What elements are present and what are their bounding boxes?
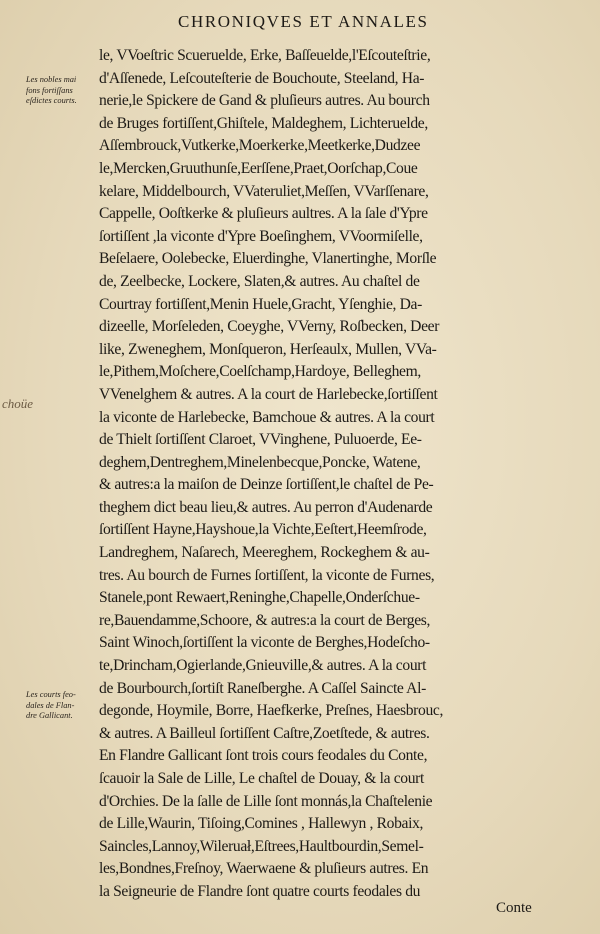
- body-text: [99, 45, 559, 904]
- text-line: d'Orchies. De la ſalle de Lille ſont monnás,la Chaſtelenie: [99, 792, 433, 810]
- catchword: Conte: [496, 900, 532, 916]
- text-line: la viconte de Harlebecke, Bamchoue & autres. A la court: [99, 408, 435, 426]
- text-line: Saint Winoch,ſortiſſent la viconte de Berghes,Hodeſcho-: [99, 634, 430, 652]
- running-head: CHRONIQVES ET ANNALES: [178, 12, 429, 31]
- text-line: de Bruges fortiſſent,Ghiſtele, Maldeghem, Lichteruelde,: [99, 114, 428, 132]
- text-line: like, Zweneghem, Monſqueron, Herſeaulx, Mullen, VVa-: [99, 340, 437, 358]
- text-line: Saincles,Lannoy,Wileruał,Eſtrees,Haultbourdin,Semel-: [99, 837, 424, 855]
- margin-note-line: dre Gallicant.: [26, 711, 73, 720]
- text-line: de Bourbourch,ſortiſt Raneſberghe. A Caſſel Saincte Al-: [99, 679, 426, 697]
- text-line: degonde, Hoymile, Borre, Haefkerke, Preſnes, Haesbrouc,: [99, 702, 444, 720]
- text-line: nerie,le Spickere de Gand & pluſieurs autres. Au bourch: [99, 92, 430, 110]
- margin-note-nobles: [26, 75, 104, 107]
- text-line: ſcauoir la Sale de Lille, Le chaſtel de Douay, & la court: [99, 770, 424, 787]
- text-line: Courtray fortiſſent,Menin Huele,Gracht, Yſenghie, Da-: [99, 295, 422, 313]
- text-line: kelare, Middelbourch, VVateruliet,Meſſen, VVarſſenare,: [99, 182, 429, 200]
- margin-note-line: eſdictes courts.: [26, 96, 77, 105]
- text-line: Stanele,pont Rewaert,Reninghe,Chapelle,Onderſchue-: [99, 589, 420, 607]
- text-line: la Seigneurie de Flandre ſont quatre courts feodales du: [99, 882, 421, 900]
- text-line: le, VVoeſtric Scueruelde, Erke, Baſſeuelde,l'Eſcouteſtrie,: [99, 47, 431, 64]
- text-line: En Flandre Gallicant ſont trois cours feodales du Conte,: [99, 747, 428, 765]
- margin-note-line: Les courts feo-: [26, 690, 76, 699]
- text-line: le,Pithem,Moſchere,Coelſchamp,Hardoye, Belleghem,: [99, 363, 421, 381]
- text-line: Landreghem, Naſarech, Meereghem, Rockeghem & au-: [99, 544, 430, 562]
- text-line: theghem dict beau lieu,& autres. Au perron d'Audenarde: [99, 498, 433, 516]
- text-line: & autres:a la maiſon de Deinze ſortiſſent,le chaſtel de Pe-: [99, 476, 434, 494]
- text-line: les,Bondnes,Freſnoy, Waerwaene & pluſieurs autres. En: [99, 860, 429, 878]
- margin-note-courts: [26, 690, 104, 722]
- text-line: Cappelle, Ooſtkerke & pluſieurs aultres. A la ſale d'Ypre: [99, 205, 428, 223]
- text-line: re,Bauendamme,Schoore, & autres:a la court de Berges,: [99, 611, 431, 629]
- text-line: de Lille,Waurin, Tiſoing,Comines , Hallewyn , Robaix,: [99, 815, 424, 833]
- text-line: & autres. A Bailleul ſortiſſent Caſtre,Zoetſtede, & autres.: [99, 724, 430, 742]
- text-line: tres. Au bourch de Furnes ſortiſſent, la viconte de Furnes,: [99, 566, 435, 584]
- text-line: de, Zeelbecke, Lockere, Slaten,& autres. Au chaſtel de: [99, 272, 420, 290]
- text-line: Beſelaere, Oolebecke, Eluerdinghe, Vlanertinghe, Morſle: [99, 250, 437, 268]
- text-line: ſortiſſent Hayne,Hayshoue,la Vichte,Eeſtert,Heemſrode,: [99, 521, 427, 539]
- text-line: d'Aſſenede, Leſcouteſterie de Bouchoute, Steeland, Ha-: [99, 69, 425, 87]
- text-line: ſortiſſent ,la viconte d'Ypre Boeſinghem, VVoormiſelle,: [99, 227, 423, 245]
- text-line: Aſſembrouck,Vutkerke,Moerkerke,Meetkerke,Dudzee: [99, 137, 421, 155]
- margin-note-line: dales de Flan-: [26, 700, 75, 710]
- text-line: VVenelghem & autres. A la court de Harlebecke,ſortiſſent: [99, 385, 438, 403]
- margin-note-line: Les nobles mai: [26, 75, 77, 84]
- margin-fragment: choüe: [2, 396, 34, 411]
- margin-note-line: fons fortiſſans: [26, 85, 73, 95]
- text-line: le,Mercken,Gruuthunſe,Eerſſene,Praet,Oorſchap,Coue: [99, 159, 418, 177]
- text-line: dizeelle, Morſeleden, Coeyghe, VVerny, Roſbecken, Deer: [99, 318, 440, 336]
- text-line: deghem,Dentreghem,Minelenbecque,Poncke, Watene,: [99, 453, 421, 471]
- text-line: te,Drincham,Ogierlande,Gnieuville,& autres. A la court: [99, 657, 427, 675]
- text-line: de Thielt ſortiſſent Claroet, VVinghene, Puluoerde, Ee-: [99, 431, 422, 449]
